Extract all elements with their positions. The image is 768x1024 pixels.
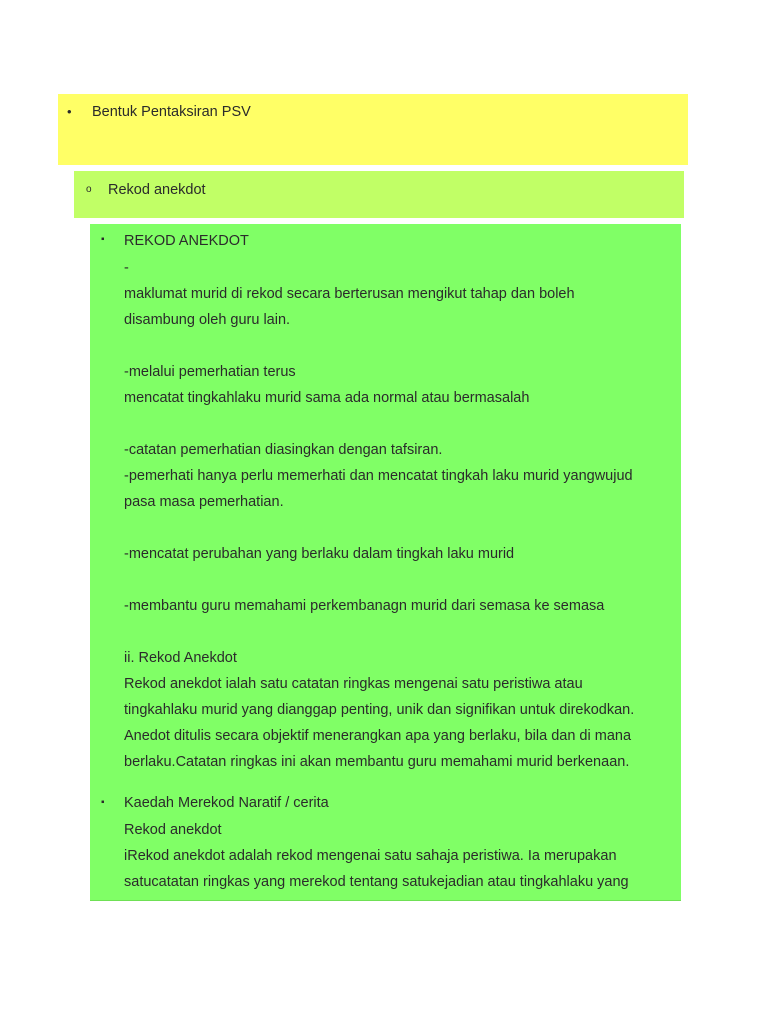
body-line: ii. Rekod Anekdot <box>124 650 237 666</box>
level3-item-1-body <box>124 255 669 775</box>
body-line: -membantu guru memahami perkembanagn murid dari semasa ke semasa <box>124 598 605 614</box>
body-line: Anedot ditulis secara objektif menerangkan apa yang berlaku, bila dan di mana <box>124 728 632 744</box>
body-line: -melalui pemerhatian terus <box>124 364 296 380</box>
body-line: disambung oleh guru lain. <box>124 312 291 328</box>
level1-bullet: • <box>67 104 72 119</box>
body-line: berlaku.Catatan ringkas ini akan membantu guru memahami murid berkenaan. <box>124 754 630 770</box>
level3-item-1-heading: REKOD ANEKDOT <box>124 233 249 249</box>
level1-title: Bentuk Pentaksiran PSV <box>92 104 251 120</box>
level3-item-2-heading: Kaedah Merekod Naratif / cerita <box>124 795 329 811</box>
level3-item-2-bullet: ▪ <box>101 797 105 808</box>
blank-line <box>124 411 669 437</box>
level2-title: Rekod anekdot <box>108 182 206 198</box>
body-line: mencatat tingkahlaku murid sama ada normal atau bermasalah <box>124 390 530 406</box>
body-line: - <box>124 260 129 276</box>
blank-line <box>124 515 669 541</box>
body-line: maklumat murid di rekod secara berterusan mengikut tahap dan boleh <box>124 286 575 302</box>
body-line: satucatatan ringkas yang merekod tentang satukejadian atau tingkahlaku yang <box>124 874 629 890</box>
body-line: -catatan pemerhatian diasingkan dengan tafsiran. <box>124 442 443 458</box>
body-line: iRekod anekdot adalah rekod mengenai satu sahaja peristiwa. Ia merupakan <box>124 848 617 864</box>
body-line: pasa masa pemerhatian. <box>124 494 284 510</box>
body-line: -pemerhati hanya perlu memerhati dan mencatat tingkah laku murid yangwujud <box>124 468 633 484</box>
level2-bullet: o <box>86 184 92 195</box>
blank-line <box>124 619 669 645</box>
level3-item-2-body <box>124 817 669 895</box>
body-line: Rekod anekdot <box>124 822 222 838</box>
body-line: -mencatat perubahan yang berlaku dalam tingkah laku murid <box>124 546 515 562</box>
body-line: Rekod anekdot ialah satu catatan ringkas mengenai satu peristiwa atau <box>124 676 583 692</box>
blank-line <box>124 333 669 359</box>
body-line: tingkahlaku murid yang dianggap penting, unik dan signifikan untuk direkodkan. <box>124 702 635 718</box>
level3-item-1-bullet: ▪ <box>101 234 105 245</box>
blank-line <box>124 567 669 593</box>
